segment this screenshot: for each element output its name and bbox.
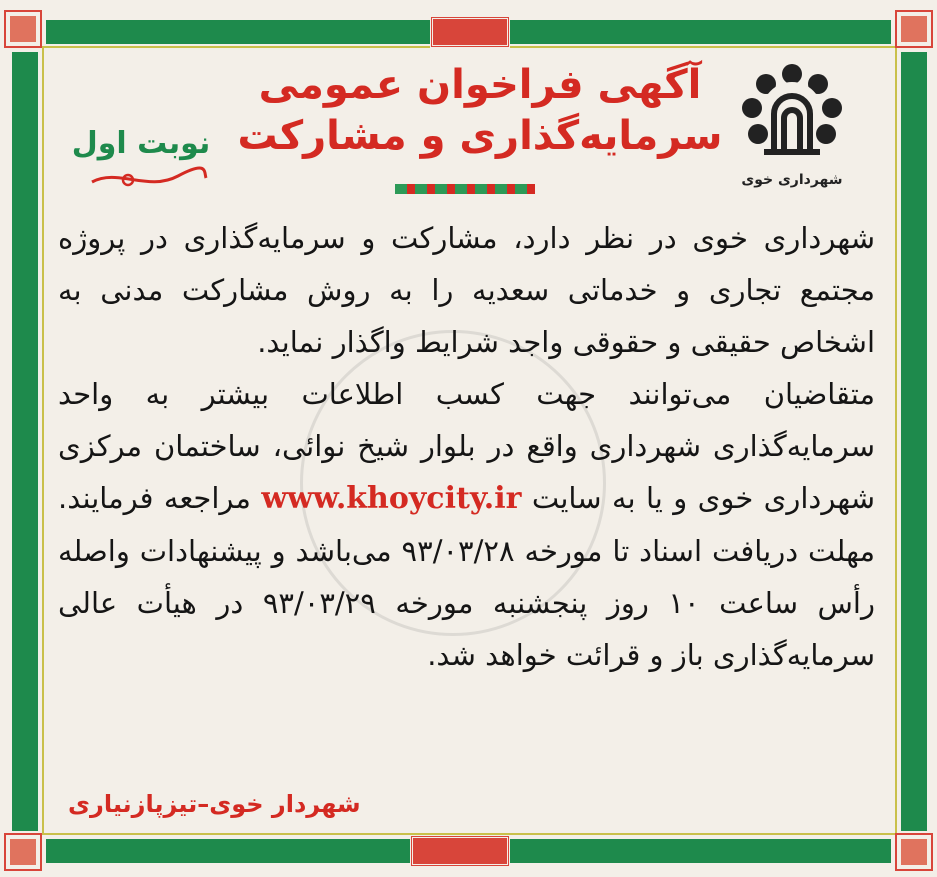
- title-divider: [395, 184, 535, 194]
- logo-caption: شهرداری خوی: [741, 172, 843, 188]
- title-line-1: آگهی فراخوان عمومی: [258, 62, 702, 108]
- border-left: [12, 52, 38, 831]
- title-line-2: سرمایه‌گذاری و مشارکت: [237, 113, 723, 159]
- website-link[interactable]: www.khoycity.ir: [261, 481, 522, 516]
- round-label: نوبت اول: [71, 126, 211, 161]
- corner-ornament: [6, 12, 40, 46]
- paragraph-details-end: مراجعه فرمایند. مهلت دریافت اسناد تا مورخه ۹۳/۰۳/۲۸ می‌باشد و پیشنهادات واصله رأس ساعت ۱۰ روز پنجشنبه مورخه ۹۳/۰۳/۲۹ در هیأت عالی سرمایه‌گذاری باز و قرائت خواهد شد.: [58, 481, 876, 672]
- border-ornament-bottom: [410, 835, 510, 867]
- corner-ornament: [897, 835, 931, 869]
- paragraph-details-start: متقاضیان می‌توانند جهت کسب اطلاعات بیشتر به واحد سرمایه‌گذاری شهرداری واقع در بلوار شیخ نوائی، ساختمان مرکزی شهرداری خوی و یا به سایت: [58, 377, 876, 515]
- corner-ornament: [6, 835, 40, 869]
- notice-body: [58, 212, 875, 681]
- swirl-decoration-icon: [88, 164, 208, 190]
- border-ornament-top: [430, 16, 510, 48]
- paragraph-details: [58, 368, 875, 681]
- signature: شهردار خوی–تیزپازنیاری: [68, 790, 361, 818]
- paragraph-project: شهرداری خوی در نظر دارد، مشارکت و سرمایه‌گذاری در پروژه مجتمع تجاری و خدماتی سعدیه را به روش مشارکت مدنی به اشخاص حقیقی و حقوقی واجد شرایط واگذار نماید.: [58, 221, 875, 359]
- corner-ornament: [897, 12, 931, 46]
- border-right: [901, 52, 927, 831]
- notice-title: [200, 60, 760, 162]
